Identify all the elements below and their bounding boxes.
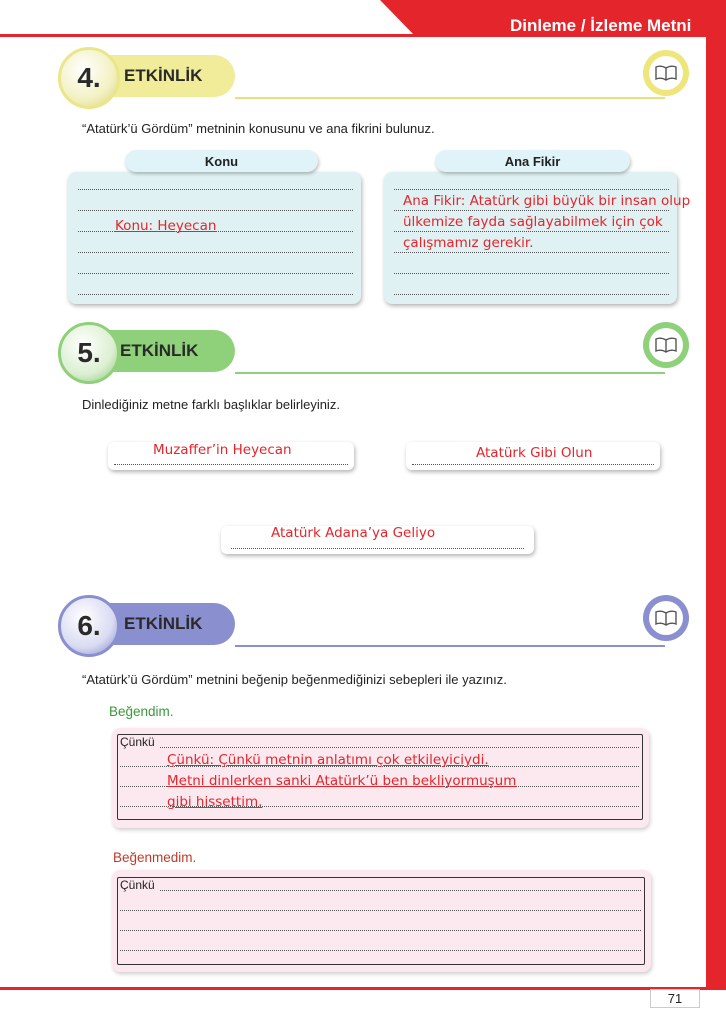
activity6-book-badge [643, 595, 689, 641]
disliked-box [112, 870, 651, 972]
page-number: 71 [667, 991, 683, 1006]
activity4-label: ETKİNLİK [124, 66, 203, 85]
activity6-number: 6. [77, 610, 101, 641]
activity4-instruction: “Atatürk’ü Gördüm” metninin konusunu ve ana fikrini bulunuz. [82, 121, 435, 136]
liked-cunku: Çünkü [120, 735, 155, 749]
disliked-cunku: Çünkü [120, 878, 155, 892]
konu-box [68, 172, 361, 304]
activity6-number-badge [58, 595, 120, 657]
ana-fikir-answer: Ana Fikir: Atatürk gibi büyük bir insan olup ülkemize fayda sağlayabilmek için çok çalışmamız gerekir. [403, 193, 691, 251]
book-icon [655, 65, 677, 81]
liked-label: Beğendim. [109, 704, 174, 719]
footer-line [0, 987, 726, 990]
title-answer-1: Muzaffer’in Heyecan [153, 442, 292, 458]
ana-fikir-title: Ana Fikir [435, 150, 630, 172]
activity4-rule [235, 97, 665, 99]
activity4-number-badge [58, 47, 120, 109]
liked-answer: Çünkü: Çünkü metnin anlatımı çok etkileyiciydi. Metni dinlerken sanki Atatürk’ü ben bekliyormuşum gibi hissettim. [167, 752, 517, 810]
header-title: Dinleme / İzleme Metni [510, 16, 692, 35]
book-icon [655, 610, 677, 626]
activity5-number: 5. [77, 337, 101, 368]
book-icon [655, 337, 677, 353]
title-answer-3: Atatürk Adana’ya Geliyo [271, 525, 436, 541]
activity5-instruction: Dinlediğiniz metne farklı başlıklar belirleyiniz. [82, 397, 340, 412]
activity6-label: ETKİNLİK [124, 614, 203, 633]
title-answer-2: Atatürk Gibi Olun [476, 445, 593, 461]
activity6-rule [235, 645, 665, 647]
activity4-number: 4. [77, 62, 101, 93]
right-red-bar [706, 37, 726, 987]
activity5-book-badge [643, 322, 689, 368]
disliked-label: Beğenmedim. [113, 850, 197, 865]
konu-title: Konu [125, 150, 318, 172]
activity5-rule [235, 372, 665, 374]
activity5-label: ETKİNLİK [120, 341, 199, 360]
activity4-book-badge [643, 50, 689, 96]
konu-answer: Konu: Heyecan [115, 218, 217, 234]
activity5-number-badge [58, 322, 120, 384]
activity6-instruction: “Atatürk’ü Gördüm” metnini beğenip beğenmediğinizi sebepleri ile yazınız. [82, 672, 507, 687]
page-number-box [650, 989, 700, 1008]
